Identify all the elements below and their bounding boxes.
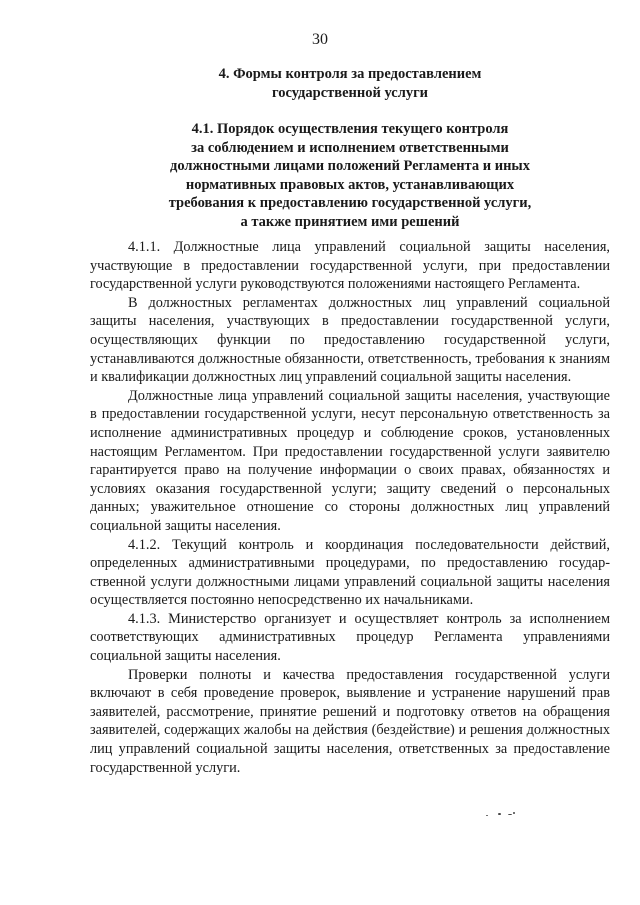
paragraph-inspections: Проверки полноты и качества предоставления государственной услуги включают в себя проведение проверок, выявление и устранение нарушений прав заявителей, рассмотрение, принятие решений и подготовку ответов на обращения заявителей, содержащих жалобы на действия (бездействие) и решения должностных лиц управлений социальной защиты населения, ответственных за предоставление государственной услуги.: [90, 666, 610, 776]
section-heading-line: государственной услуги: [271, 85, 429, 101]
subsection-heading: [90, 120, 610, 231]
subsection-heading-line: нормативных правовых актов, устанавливающих: [185, 176, 515, 193]
subsection-heading-line: за соблюдением и исполнением ответственными: [191, 139, 509, 156]
paragraph-personal-responsibility: Должностные лица управлений социальной защиты населения, участвующие в предоставлении государственной услуги, несут персональную ответственность за исполнение административных процедур и соблюдение сроков, установленных настоящим Регламентом. При предоставлении государственной услуги заявителю гарантируется право на получение информации о своих правах, обязанностях и условиях оказания государственной услуги; защиту сведений о персональных данных; уважительное отношение со стороны должностных лиц управлений социальной защиты населения.: [90, 387, 610, 534]
paragraph-job-regulations: В должностных регламентах должностных лиц управлений социальной защиты населения, участвующих в предоставлении государственной услуги, осуществляющих функции по предоставлению государственной услуги, устанавливаются должностные обязанности, ответственность, требования к знаниям и квалификации должностных лиц управлений социальной защиты населения.: [90, 294, 610, 386]
document-body: [90, 238, 610, 777]
section-heading-line: 4. Формы контроля за предоставлением: [218, 66, 482, 82]
subsection-heading-line: требования к предоставлению государственной услуги,: [168, 195, 532, 211]
paragraph-4-1-3: 4.1.3. Министерство организует и осуществляет контроль за исполнением соответствующих административных процедур Регламента управлениями социальной защиты населения.: [90, 610, 610, 665]
page-number: 30: [312, 31, 328, 48]
subsection-heading-line: а также принятием ими решений: [240, 213, 460, 230]
scan-specks: [486, 811, 526, 821]
paragraph-4-1-1: 4.1.1. Должностные лица управлений социальной защиты населения, участвующие в предоставлении государственной услуги, при предоставлении государственной услуги руководствуются положениями настоящего Регламента.: [90, 239, 610, 293]
subsection-heading-line: 4.1. Порядок осуществления текущего контроля: [191, 121, 509, 137]
section-heading: [90, 65, 610, 103]
paragraph-4-1-2: 4.1.2. Текущий контроль и координация последовательности действий, определенных административными процедурами, по предоставлению государственной услуги должностными лицами управлений социальной защиты населения осуществляется постоянно непосредственно их начальниками.: [90, 536, 610, 609]
subsection-heading-line: должностными лицами положений Регламента и иных: [169, 158, 530, 174]
